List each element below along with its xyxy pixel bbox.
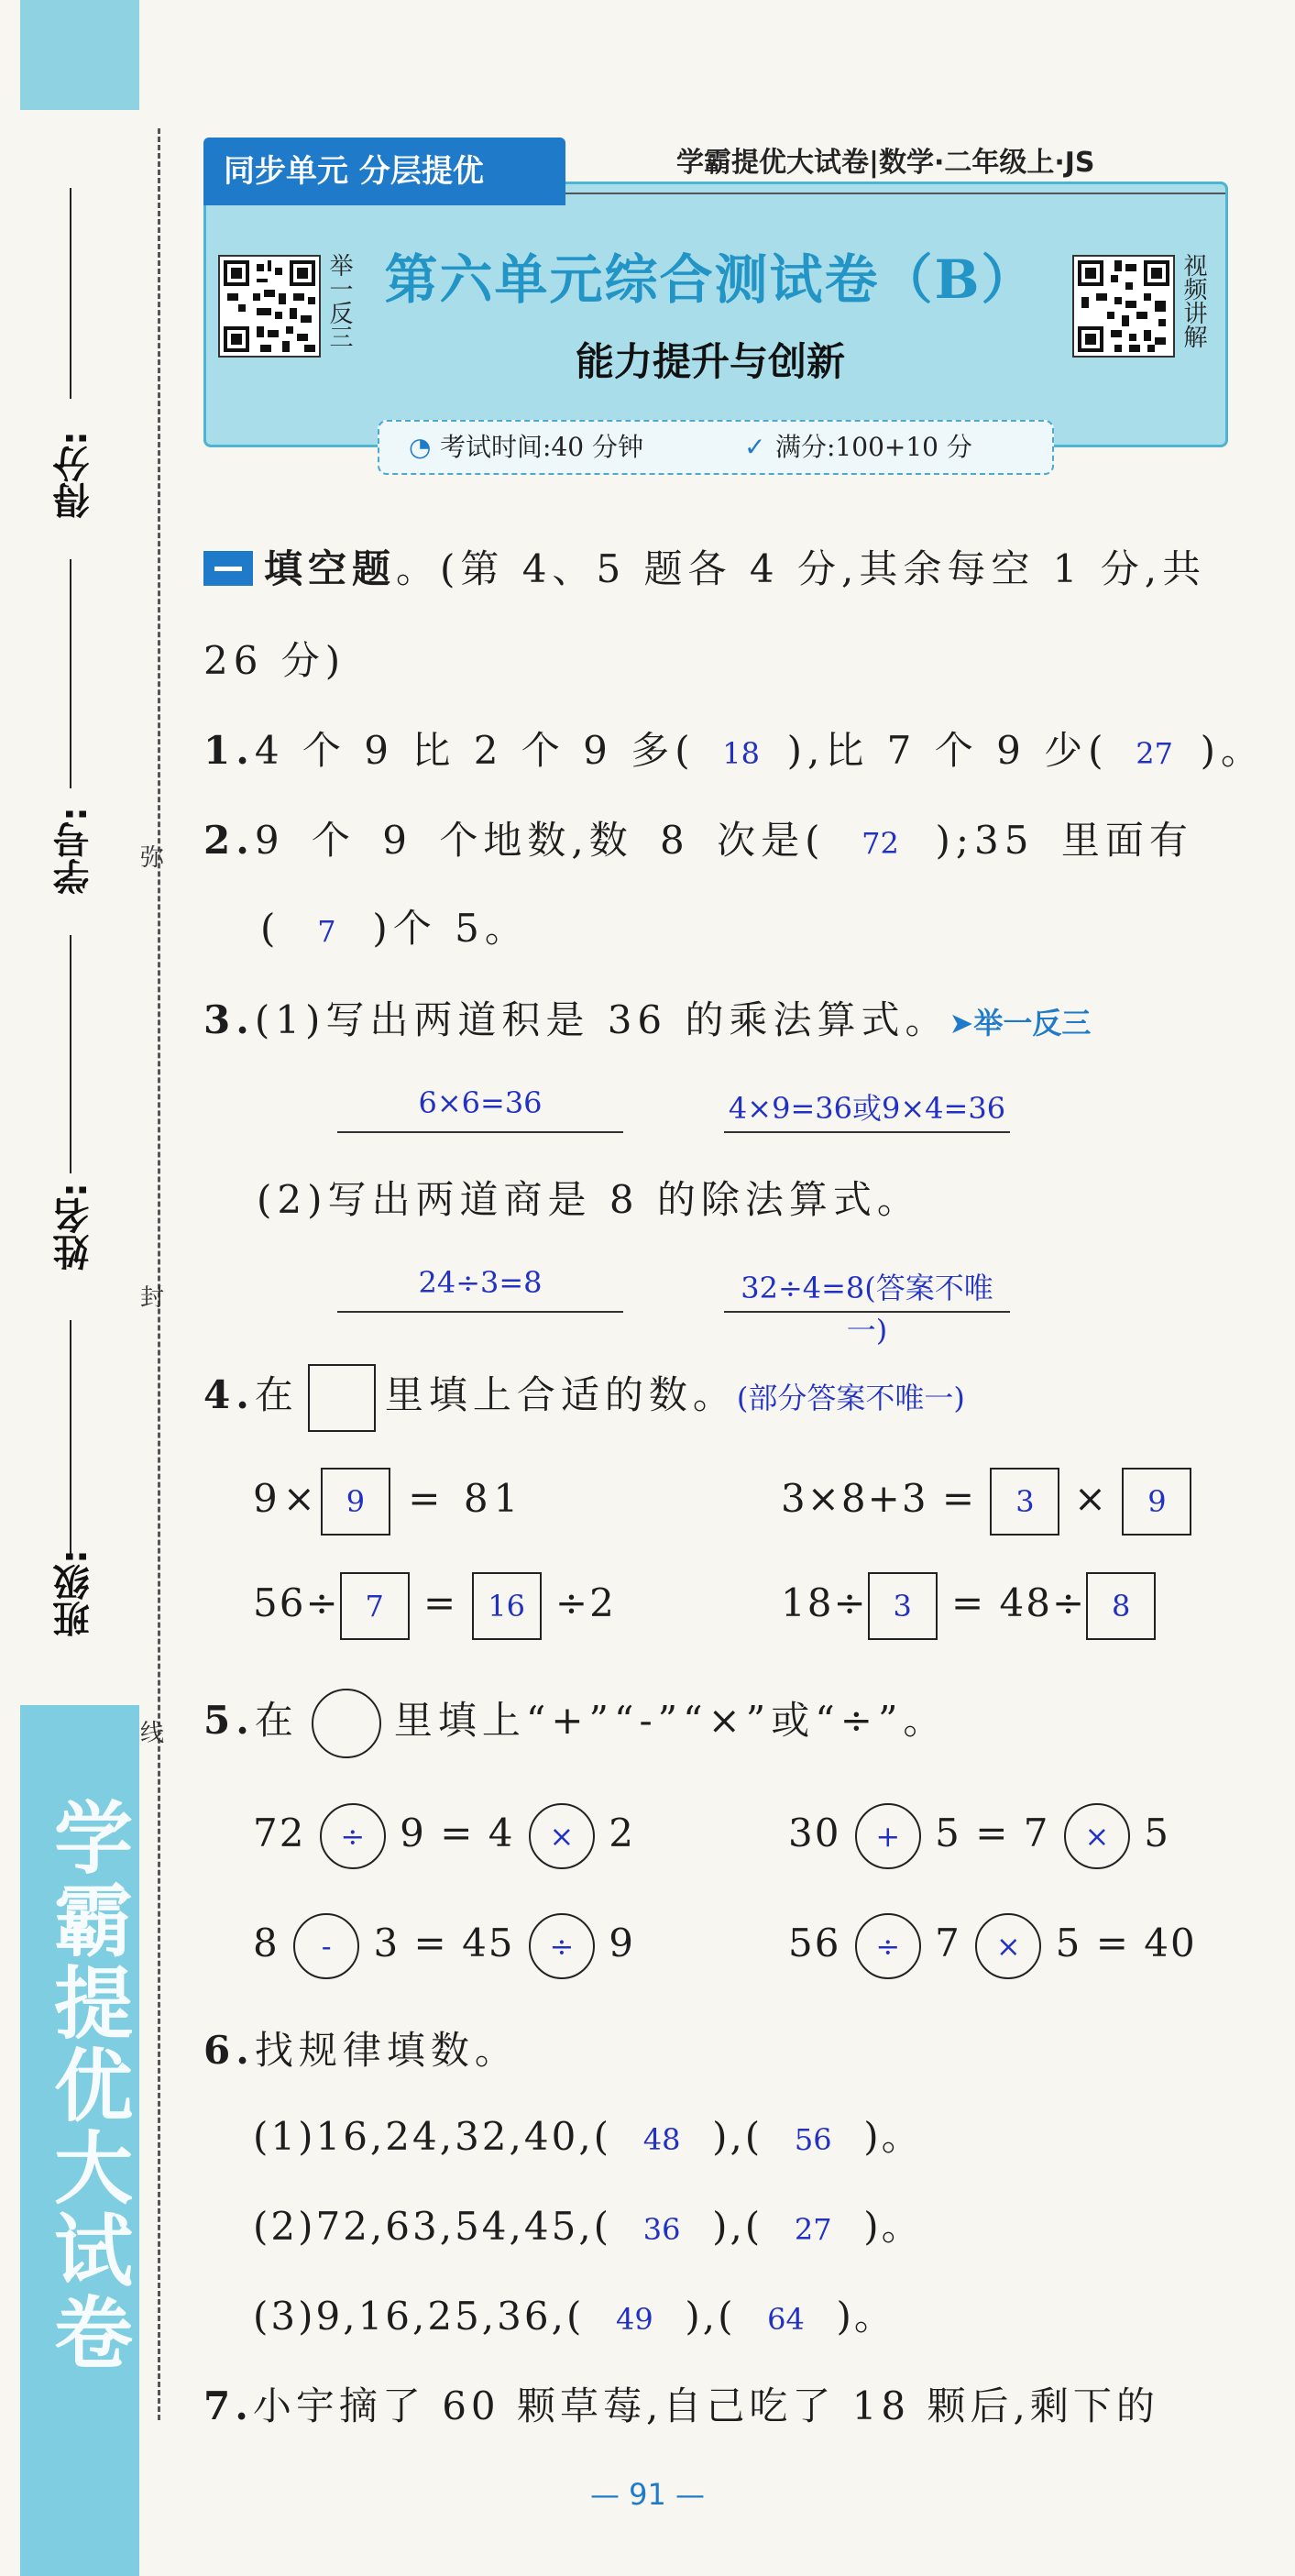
q1-text-1: 4 个 9 比 2 个 9 多( <box>254 728 696 773</box>
q5-r1l-op1[interactable]: ÷ <box>320 1803 386 1869</box>
question-4 <box>203 1364 965 1432</box>
q5-r1r-b: 5 = 7 <box>935 1811 1050 1855</box>
q1-number: 1. <box>203 728 255 773</box>
q6-number: 6. <box>203 2028 255 2073</box>
q6-r2-mid: ),( <box>712 2204 763 2249</box>
q4-text-1: 在 <box>254 1372 299 1417</box>
q5-r1l-b: 9 = 4 <box>400 1811 515 1855</box>
q6-row-3 <box>253 2286 895 2341</box>
q5-r1r-a: 30 <box>788 1811 841 1855</box>
number-label: 学号: <box>53 807 95 895</box>
brand-vertical-text: 学霸提优大试卷 <box>40 1797 133 2374</box>
q6-r3-mid: ),( <box>685 2294 736 2339</box>
seal-char-3: 线 <box>140 1720 165 1747</box>
q7-number: 7. <box>203 2383 253 2428</box>
q3-part-2: (2)写出两道商是 8 的除法算式。 <box>257 1177 921 1222</box>
q6-r2-answer-1[interactable]: 36 <box>642 2212 681 2247</box>
q4-row1-right <box>781 1465 1191 1536</box>
q6-r3-end: )。 <box>836 2294 895 2339</box>
q5-r2r-c: 5 = 40 <box>1055 1921 1197 1965</box>
q2-number: 2. <box>203 818 255 863</box>
qr-code-right[interactable] <box>1072 255 1175 358</box>
section-heading <box>203 539 1206 594</box>
q4-square-sample <box>308 1364 376 1432</box>
q5-text-1: 在 <box>254 1698 299 1743</box>
question-5 <box>203 1689 947 1758</box>
q4-text-2: 里填上合适的数。 <box>384 1372 737 1417</box>
q3-answer-3[interactable]: 24÷3=8 <box>418 1265 543 1300</box>
q5-r2r-b: 7 <box>935 1921 961 1965</box>
q4-r1r-op: × <box>1073 1476 1109 1521</box>
q4-row2-right <box>781 1569 1156 1640</box>
section-number-icon <box>203 551 253 586</box>
q1-answer-1[interactable]: 18 <box>722 736 760 771</box>
number-line <box>70 559 71 788</box>
question-2-cont <box>260 898 529 953</box>
q6-r1-text: (1)16,24,32,40,( <box>253 2114 612 2159</box>
q5-r1r-op2[interactable]: × <box>1064 1803 1130 1869</box>
q6-r3-text: (3)9,16,25,36,( <box>253 2294 585 2339</box>
q4-r2r-pre: 18÷ <box>781 1580 868 1625</box>
q4-r2r-box1[interactable]: 3 <box>868 1572 938 1640</box>
qr-code-left[interactable] <box>218 255 321 358</box>
score-label: 得分: <box>53 431 95 519</box>
exam-full-score: 满分:100+10 分 <box>775 432 972 462</box>
q5-number: 5. <box>203 1698 255 1743</box>
section-note-cont: 26 分) <box>203 638 346 683</box>
series-name: 学霸提优大试卷|数学·二年级上·JS <box>676 147 1095 179</box>
q3-answer-2[interactable]: 4×9=36或9×4=36 <box>728 1091 1006 1126</box>
header-rule <box>565 193 1225 194</box>
name-line <box>70 935 71 1173</box>
q6-r1-answer-2[interactable]: 56 <box>794 2122 832 2157</box>
q5-r1l-a: 72 <box>253 1811 306 1855</box>
q5-r2r-op1[interactable]: ÷ <box>855 1913 921 1979</box>
q5-r2r-a: 56 <box>788 1921 841 1965</box>
q4-r1r-pre: 3×8+3 = <box>781 1476 977 1521</box>
q2-text-1: 9 个 9 个地数,数 8 次是( <box>254 818 826 863</box>
q3-underline-3 <box>337 1311 623 1313</box>
class-label: 班级: <box>53 1549 95 1637</box>
cut-line <box>158 128 160 2420</box>
q4-note: (部分答案不唯一) <box>736 1381 965 1415</box>
q5-r2l-b: 3 = 45 <box>373 1921 515 1965</box>
q3-tag[interactable]: ➤举一反三 <box>949 1006 1092 1040</box>
q5-circle-sample <box>312 1689 381 1758</box>
q5-r2l-c: 9 <box>609 1921 635 1965</box>
q3-underline-1 <box>337 1131 623 1133</box>
q6-r2-text: (2)72,63,54,45,( <box>253 2204 612 2249</box>
q4-r2r-mid: = 48÷ <box>951 1580 1087 1625</box>
q1-answer-2[interactable]: 27 <box>1136 736 1173 771</box>
check-icon: ✓ <box>744 432 766 462</box>
q5-r1l-op2[interactable]: × <box>529 1803 595 1869</box>
q6-r2-answer-2[interactable]: 27 <box>794 2212 832 2247</box>
q6-title: 找规律填数。 <box>254 2028 519 2073</box>
clock-icon: ◔ <box>409 432 432 462</box>
exam-info <box>378 420 1054 475</box>
q6-r3-answer-1[interactable]: 49 <box>615 2302 653 2337</box>
q3-number: 3. <box>203 997 255 1042</box>
section-title: 填空题 <box>264 546 397 591</box>
exam-time: 考试时间:40 分钟 <box>440 432 643 462</box>
q5-r2l-op1[interactable]: - <box>293 1913 359 1979</box>
margin-strip-top <box>20 0 139 110</box>
q1-text-3: )。 <box>1200 728 1265 773</box>
q1-text-2: ),比 7 个 9 少( <box>786 728 1109 773</box>
q3-underline-4 <box>724 1311 1010 1313</box>
q4-row1-left <box>253 1465 523 1536</box>
q4-row2-left <box>253 1569 616 1640</box>
q2-text-2: );35 里面有 <box>935 818 1193 863</box>
q6-row-2 <box>253 2196 923 2251</box>
seal-char-1: 弥 <box>140 844 165 872</box>
question-3 <box>203 990 1091 1045</box>
q5-r1l-c: 2 <box>609 1811 635 1855</box>
q6-r2-end: )。 <box>863 2204 923 2249</box>
score-line <box>70 188 71 399</box>
q5-text-2: 里填上“+”“-”“×”或“÷”。 <box>393 1698 948 1743</box>
q4-r2l-box2[interactable]: 16 <box>472 1572 542 1640</box>
q5-r2l-op2[interactable]: ÷ <box>529 1913 595 1979</box>
q4-r2l-post: ÷2 <box>554 1580 616 1625</box>
class-line <box>70 1320 71 1558</box>
q3-part-1: (1)写出两道积是 36 的乘法算式。 <box>254 997 949 1042</box>
q5-r2r-op2[interactable]: × <box>975 1913 1041 1979</box>
name-label: 姓名: <box>53 1183 95 1271</box>
qr-caption-left: 举一反三 <box>325 253 353 348</box>
question-6 <box>203 2020 519 2075</box>
q4-number: 4. <box>203 1372 255 1417</box>
q6-r3-answer-2[interactable]: 64 <box>767 2302 805 2337</box>
q3-underline-2 <box>724 1131 1010 1133</box>
q2-answer-2[interactable]: 7 <box>317 914 336 949</box>
q6-row-1 <box>253 2107 923 2162</box>
q5-r2l-a: 8 <box>253 1921 280 1965</box>
q4-r1l-box[interactable]: 9 <box>321 1468 390 1536</box>
q4-r1l-post: = 81 <box>408 1476 524 1521</box>
page-subtitle: 能力提升与创新 <box>575 339 845 384</box>
q5-row1-left <box>253 1799 635 1869</box>
q4-r1r-box2[interactable]: 9 <box>1122 1468 1191 1536</box>
q5-r1r-op1[interactable]: + <box>855 1803 921 1869</box>
q5-r1r-c: 5 <box>1144 1811 1170 1855</box>
page-number: — 91 — <box>589 2477 706 2512</box>
q6-r1-end: )。 <box>863 2114 923 2159</box>
section-note: 。(第 4、5 题各 4 分,其余每空 1 分,共 <box>396 546 1207 591</box>
q3-answer-4[interactable]: 32÷4=8(答案不唯一) <box>741 1271 993 1348</box>
question-7 <box>203 2376 1159 2431</box>
q4-r1r-box1[interactable]: 3 <box>990 1468 1059 1536</box>
q4-r1l-pre: 9× <box>253 1476 321 1521</box>
q4-r2l-eq: = <box>423 1580 458 1625</box>
q6-r1-answer-1[interactable]: 48 <box>642 2122 681 2157</box>
qr-caption-right: 视频讲解 <box>1180 253 1207 348</box>
q2-answer-1[interactable]: 72 <box>862 826 899 861</box>
seal-char-2: 封 <box>140 1284 165 1312</box>
series-banner: 同步单元 分层提优 <box>203 138 565 205</box>
q5-row2-left <box>253 1909 635 1979</box>
page-title: 第六单元综合测试卷（B） <box>384 248 1037 311</box>
q4-r2l-pre: 56÷ <box>253 1580 340 1625</box>
q4-r2r-box2[interactable]: 8 <box>1086 1572 1156 1640</box>
q5-row2-right <box>788 1909 1197 1979</box>
q3-answer-1[interactable]: 6×6=36 <box>418 1085 543 1120</box>
q6-r1-mid: ),( <box>712 2114 763 2159</box>
q2-text-3: ( <box>260 906 281 951</box>
question-1 <box>203 721 1265 776</box>
q4-r2l-box1[interactable]: 7 <box>340 1572 410 1640</box>
q2-text-4: )个 5。 <box>372 906 529 951</box>
question-2 <box>203 810 1193 865</box>
q7-text: 小宇摘了 60 颗草莓,自己吃了 18 颗后,剩下的 <box>252 2383 1159 2428</box>
q5-row1-right <box>788 1799 1170 1869</box>
